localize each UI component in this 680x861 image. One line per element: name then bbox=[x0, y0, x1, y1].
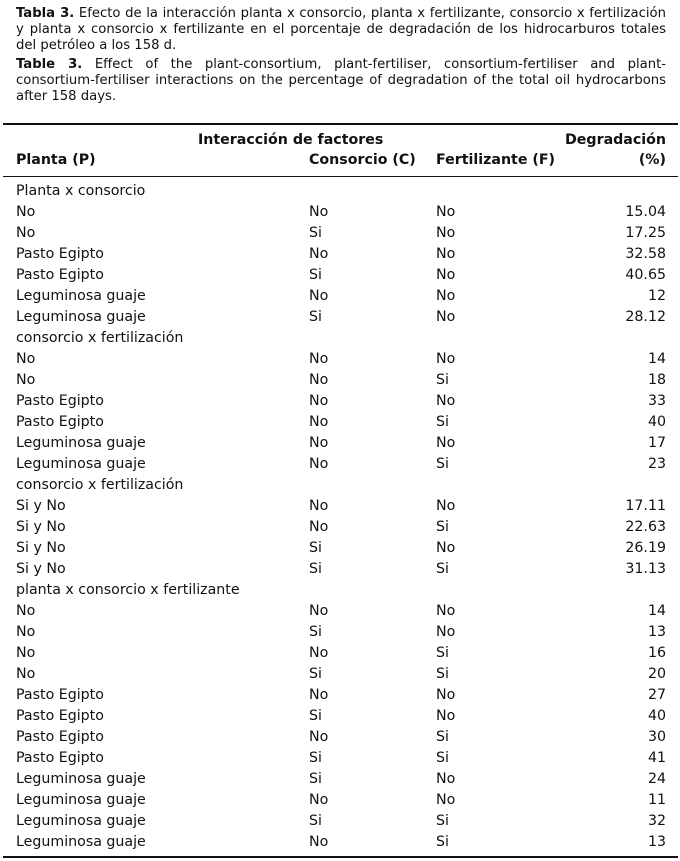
cell-consortium: Si bbox=[309, 813, 322, 829]
cell-plant: Leguminosa guaje bbox=[16, 792, 146, 808]
cell-plant: Pasto Egipto bbox=[16, 708, 104, 724]
cell-plant: No bbox=[16, 204, 36, 220]
cell-fertilizer: No bbox=[436, 792, 456, 808]
cell-consortium: Si bbox=[309, 267, 322, 283]
cell-consortium: No bbox=[309, 393, 329, 409]
table-row bbox=[0, 496, 680, 517]
cell-fertilizer: Si bbox=[436, 456, 449, 472]
cell-plant: No bbox=[16, 372, 36, 388]
cell-fertilizer: Si bbox=[436, 561, 449, 577]
cell-consortium: Si bbox=[309, 750, 322, 766]
cell-consortium: No bbox=[309, 519, 329, 535]
cell-fertilizer: No bbox=[436, 603, 456, 619]
cell-consortium: No bbox=[309, 792, 329, 808]
cell-fertilizer: No bbox=[436, 309, 456, 325]
table-row bbox=[0, 685, 680, 706]
table-row bbox=[0, 643, 680, 664]
cell-fertilizer: No bbox=[436, 540, 456, 556]
cell-consortium: No bbox=[309, 687, 329, 703]
cell-consortium: No bbox=[309, 603, 329, 619]
cell-fertilizer: No bbox=[436, 351, 456, 367]
cell-degradation: 18 bbox=[647, 372, 666, 388]
cell-plant: Si y No bbox=[16, 561, 66, 577]
cell-degradation: 17.25 bbox=[625, 225, 666, 241]
cell-consortium: Si bbox=[309, 708, 322, 724]
cell-plant: No bbox=[16, 645, 36, 661]
cell-plant: Leguminosa guaje bbox=[16, 813, 146, 829]
cell-degradation: 40 bbox=[647, 414, 666, 430]
cell-consortium: Si bbox=[309, 624, 322, 640]
cell-fertilizer: No bbox=[436, 771, 456, 787]
table-row bbox=[0, 454, 680, 475]
cell-consortium: No bbox=[309, 288, 329, 304]
cell-plant: Si y No bbox=[16, 519, 66, 535]
cell-plant: No bbox=[16, 225, 36, 241]
table-row bbox=[0, 349, 680, 370]
table-row bbox=[0, 412, 680, 433]
cell-consortium: No bbox=[309, 372, 329, 388]
cell-fertilizer: Si bbox=[436, 645, 449, 661]
cell-degradation: 32.58 bbox=[625, 246, 666, 262]
cell-degradation: 27 bbox=[647, 687, 666, 703]
cell-fertilizer: No bbox=[436, 435, 456, 451]
cell-plant: Pasto Egipto bbox=[16, 729, 104, 745]
section-title: planta x consorcio x fertilizante bbox=[16, 582, 240, 598]
table-row bbox=[0, 769, 680, 790]
cell-fertilizer: No bbox=[436, 708, 456, 724]
caption-english-text: Effect of the plant-consortium, plant-fertiliser, consortium-fertiliser and plant-consortium-fertiliser interactions on the percentage of degradation of the total oil hydrocarbons after 158 days. bbox=[16, 57, 666, 104]
cell-degradation: 28.12 bbox=[625, 309, 666, 325]
table-row bbox=[0, 664, 680, 685]
cell-degradation: 40 bbox=[647, 708, 666, 724]
header-fertilizer: Fertilizante (F) bbox=[436, 152, 556, 168]
cell-plant: Pasto Egipto bbox=[16, 246, 104, 262]
table-top-rule bbox=[3, 123, 678, 125]
table-row bbox=[0, 370, 680, 391]
cell-plant: Pasto Egipto bbox=[16, 393, 104, 409]
cell-fertilizer: Si bbox=[436, 666, 449, 682]
table-row bbox=[0, 433, 680, 454]
cell-fertilizer: No bbox=[436, 498, 456, 514]
table-row bbox=[0, 622, 680, 643]
cell-fertilizer: Si bbox=[436, 519, 449, 535]
caption-spanish-text: Efecto de la interacción planta x consorcio, planta x fertilizante, consorcio x fertilización y planta x consorcio x fertilizante en el porcentaje de degradación de los hidrocarburos totales del petróleo a los 158 d. bbox=[16, 6, 666, 53]
header-degradation-line1: Degradación bbox=[565, 132, 666, 148]
cell-consortium: No bbox=[309, 351, 329, 367]
section-title: Planta x consorcio bbox=[16, 183, 146, 199]
cell-degradation: 33 bbox=[647, 393, 666, 409]
cell-fertilizer: No bbox=[436, 204, 456, 220]
cell-plant: Leguminosa guaje bbox=[16, 456, 146, 472]
cell-consortium: No bbox=[309, 645, 329, 661]
table-row bbox=[0, 202, 680, 223]
header-plant: Planta (P) bbox=[16, 152, 96, 168]
cell-plant: No bbox=[16, 624, 36, 640]
cell-degradation: 30 bbox=[647, 729, 666, 745]
cell-degradation: 13 bbox=[647, 834, 666, 850]
cell-degradation: 12 bbox=[647, 288, 666, 304]
table-row bbox=[0, 265, 680, 286]
cell-degradation: 24 bbox=[647, 771, 666, 787]
cell-plant: Si y No bbox=[16, 498, 66, 514]
cell-fertilizer: Si bbox=[436, 750, 449, 766]
cell-plant: Pasto Egipto bbox=[16, 750, 104, 766]
cell-fertilizer: No bbox=[436, 624, 456, 640]
cell-fertilizer: No bbox=[436, 687, 456, 703]
cell-fertilizer: Si bbox=[436, 372, 449, 388]
cell-degradation: 20 bbox=[647, 666, 666, 682]
table-row bbox=[0, 832, 680, 853]
cell-fertilizer: Si bbox=[436, 813, 449, 829]
table-row bbox=[0, 727, 680, 748]
cell-plant: Pasto Egipto bbox=[16, 267, 104, 283]
cell-consortium: Si bbox=[309, 309, 322, 325]
cell-plant: Pasto Egipto bbox=[16, 414, 104, 430]
table-row bbox=[0, 244, 680, 265]
cell-fertilizer: Si bbox=[436, 834, 449, 850]
cell-degradation: 16 bbox=[647, 645, 666, 661]
cell-degradation: 14 bbox=[647, 351, 666, 367]
table-bottom-rule bbox=[3, 856, 678, 858]
cell-fertilizer: Si bbox=[436, 729, 449, 745]
cell-plant: Pasto Egipto bbox=[16, 687, 104, 703]
table-row bbox=[0, 538, 680, 559]
cell-fertilizer: No bbox=[436, 246, 456, 262]
cell-plant: No bbox=[16, 351, 36, 367]
cell-degradation: 40.65 bbox=[625, 267, 666, 283]
table-row bbox=[0, 811, 680, 832]
cell-fertilizer: No bbox=[436, 393, 456, 409]
cell-consortium: Si bbox=[309, 540, 322, 556]
cell-consortium: Si bbox=[309, 561, 322, 577]
caption-spanish bbox=[16, 6, 666, 54]
cell-degradation: 31.13 bbox=[625, 561, 666, 577]
cell-consortium: No bbox=[309, 435, 329, 451]
cell-consortium: No bbox=[309, 414, 329, 430]
cell-consortium: No bbox=[309, 456, 329, 472]
table-row bbox=[0, 223, 680, 244]
cell-consortium: No bbox=[309, 729, 329, 745]
cell-degradation: 41 bbox=[647, 750, 666, 766]
caption-english bbox=[16, 57, 666, 105]
table-row bbox=[0, 307, 680, 328]
cell-degradation: 15.04 bbox=[625, 204, 666, 220]
cell-plant: Leguminosa guaje bbox=[16, 834, 146, 850]
header-degradation-line2: (%) bbox=[638, 152, 666, 168]
section-title: consorcio x fertilización bbox=[16, 477, 184, 493]
cell-plant: Leguminosa guaje bbox=[16, 288, 146, 304]
header-consortium: Consorcio (C) bbox=[309, 152, 416, 168]
table-row bbox=[0, 559, 680, 580]
cell-plant: Leguminosa guaje bbox=[16, 309, 146, 325]
cell-fertilizer: Si bbox=[436, 414, 449, 430]
cell-degradation: 14 bbox=[647, 603, 666, 619]
cell-degradation: 32 bbox=[647, 813, 666, 829]
cell-degradation: 23 bbox=[647, 456, 666, 472]
cell-consortium: No bbox=[309, 246, 329, 262]
caption-english-label: Table 3. bbox=[16, 57, 83, 72]
cell-degradation: 22.63 bbox=[625, 519, 666, 535]
cell-degradation: 13 bbox=[647, 624, 666, 640]
table-row bbox=[0, 286, 680, 307]
table-row bbox=[0, 706, 680, 727]
table-row bbox=[0, 601, 680, 622]
cell-consortium: No bbox=[309, 204, 329, 220]
cell-consortium: Si bbox=[309, 666, 322, 682]
table-row bbox=[0, 790, 680, 811]
cell-consortium: Si bbox=[309, 771, 322, 787]
table-header-rule bbox=[3, 176, 678, 177]
cell-consortium: No bbox=[309, 834, 329, 850]
cell-plant: No bbox=[16, 603, 36, 619]
cell-consortium: Si bbox=[309, 225, 322, 241]
table-row bbox=[0, 748, 680, 769]
cell-degradation: 11 bbox=[647, 792, 666, 808]
table-row bbox=[0, 391, 680, 412]
cell-degradation: 17.11 bbox=[625, 498, 666, 514]
cell-plant: No bbox=[16, 666, 36, 682]
cell-fertilizer: No bbox=[436, 288, 456, 304]
cell-consortium: No bbox=[309, 498, 329, 514]
cell-plant: Leguminosa guaje bbox=[16, 435, 146, 451]
cell-degradation: 26.19 bbox=[625, 540, 666, 556]
cell-plant: Si y No bbox=[16, 540, 66, 556]
header-group-label: Interacción de factores bbox=[198, 132, 384, 148]
table-row bbox=[0, 517, 680, 538]
cell-fertilizer: No bbox=[436, 267, 456, 283]
section-title: consorcio x fertilización bbox=[16, 330, 184, 346]
cell-fertilizer: No bbox=[436, 225, 456, 241]
caption-spanish-label: Tabla 3. bbox=[16, 6, 75, 21]
cell-degradation: 17 bbox=[647, 435, 666, 451]
cell-plant: Leguminosa guaje bbox=[16, 771, 146, 787]
